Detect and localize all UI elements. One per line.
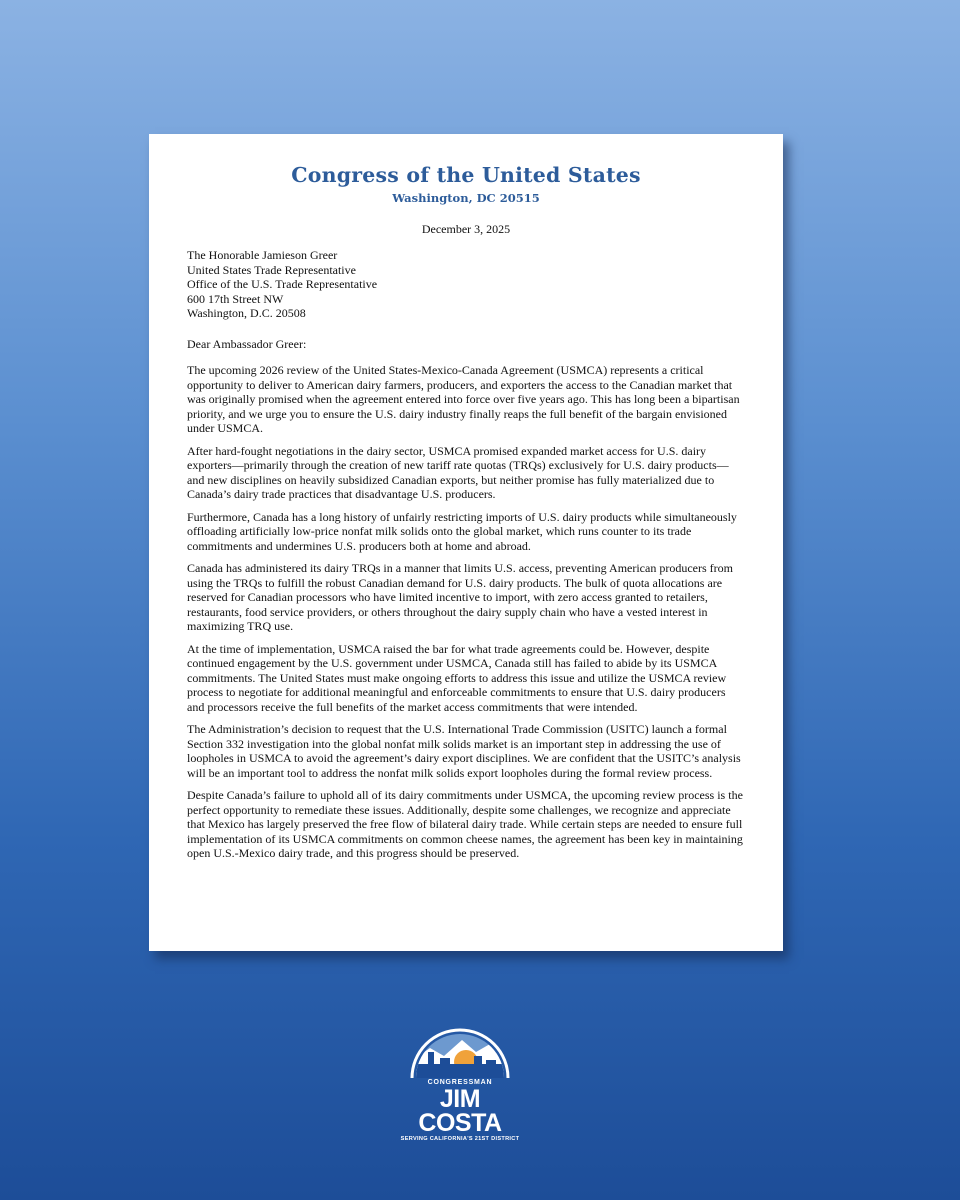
body-paragraph: Canada has administered its dairy TRQs in a manner that limits U.S. access, preventing American producers from using the TRQs to fulfill the robust Canadian demand for U.S. dairy products. The bulk of quota allocations are reserved for Canadian processors who have limited incentive to import, with zero access granted to retailers, restaurants, food service providers, or others throughout the dairy supply chain who have a vested interest in maximizing TRQ use. [187,561,733,633]
body-paragraph: The Administration’s decision to request that the U.S. International Trade Commission (USITC) launch a formal Section 332 investigation into the global nonfat milk solids market is an important step in addressing the use of loopholes in USMCA to avoid the agreement’s dairy export disciplines. We are confident that the USITC’s analysis will be an important tool to address the nonfat milk solids export loopholes during the formal review process. [187,722,741,780]
body-paragraph: After hard-fought negotiations in the dairy sector, USMCA promised expanded market access for U.S. dairy exporters—primarily through the creation of new tariff rate quotas (TRQs) exclusively for U.S. dairy products—and new disciplines on heavily subsidized Canadian exports, but neither promise has fully materialized due to Canada’s dairy trade practices that disadvantage U.S. producers. [187,443,729,501]
recipient-address [187,248,745,321]
salutation: Dear Ambassador Greer: [187,336,307,351]
letter-date: December 3, 2025 [421,222,511,236]
address-line: Washington, D.C. 20508 [187,306,306,320]
letter-body [187,363,745,861]
letter-page [149,134,783,951]
logo-name: JIM COSTA [418,1085,502,1137]
address-line: 600 17th Street NW [187,291,284,306]
letterhead-title: Congress of the United States [291,163,641,187]
address-line: Office of the U.S. Trade Representative [187,277,378,291]
body-paragraph: Furthermore, Canada has a long history of unfairly restricting imports of U.S. dairy products while simultaneously offloading artificially low-price nonfat milk solids onto the global market, which runs counter to its trade commitments and undermines U.S. producers both at home and abroad. [187,509,737,553]
body-paragraph: The upcoming 2026 review of the United States-Mexico-Canada Agreement (USMCA) represents a critical opportunity to deliver to American dairy farmers, producers, and exporters the access to the Canadian market that was originally promised when the agreement entered into force over five years ago. This has long been a bipartisan priority, and we urge you to ensure the U.S. dairy industry finally reaps the full benefit of the bargain envisioned under USMCA. [187,363,740,435]
letterhead-subtitle: Washington, DC 20515 [392,191,540,205]
address-line: The Honorable Jamieson Greer [187,248,338,262]
body-paragraph: At the time of implementation, USMCA raised the bar for what trade agreements could be. However, despite continued engagement by the U.S. government under USMCA, Canada still has failed to abide by its USMCA commitments. The United States must make ongoing efforts to address this issue and utilize the USMCA review process to negotiate for additional meaningful and enforceable commitments to ensure that U.S. dairy producers and processors receive the full benefits of the market access commitments that were intended. [187,641,727,714]
address-line: United States Trade Representative [187,262,356,277]
logo-bottom-text: SERVING CALIFORNIA'S 21ST DISTRICT [400,1136,520,1142]
logo-emblem-icon [410,1022,510,1078]
jim-costa-logo [398,1022,522,1142]
logo-top-text: CONGRESSMAN [427,1079,493,1086]
body-paragraph: Despite Canada’s failure to uphold all of its dairy commitments under USMCA, the upcoming review process is the perfect opportunity to remediate these issues. Additionally, despite some challenges, we recognize and appreciate that Mexico has largely preserved the free flow of bilateral dairy trade. While certain steps are needed to ensure full implementation of its USMCA commitments on common cheese names, the agreement has been key in maintaining open U.S.-Mexico dairy trade, and this progress should be preserved. [187,788,743,860]
